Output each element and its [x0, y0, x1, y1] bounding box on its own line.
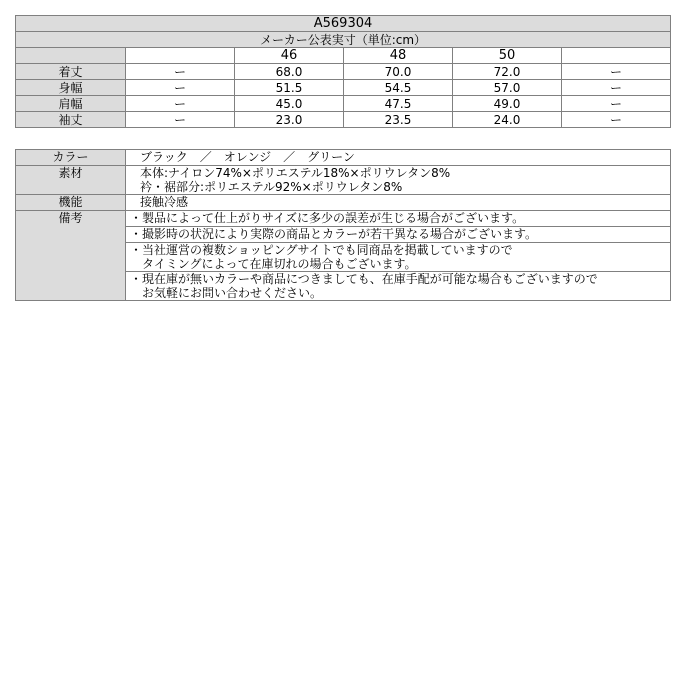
note-line: タイミングによって在庫切れの場合もございます。 — [130, 257, 417, 271]
product-code: A569304 — [16, 16, 671, 32]
spec-label: 素材 — [16, 166, 126, 195]
measure-value: ー — [562, 96, 671, 112]
size-header: 50 — [453, 48, 562, 64]
spec-label: カラー — [16, 150, 126, 166]
spec-table — [15, 149, 671, 301]
size-table — [15, 15, 671, 128]
measure-value: 70.0 — [344, 64, 453, 80]
measure-value: 47.5 — [344, 96, 453, 112]
measure-label: 着丈 — [16, 64, 126, 80]
size-header: 46 — [235, 48, 344, 64]
size-header-row — [16, 48, 671, 64]
material-line: 本体:ナイロン74%×ポリエステル18%×ポリウレタン8% — [140, 166, 451, 180]
measure-label: 身幅 — [16, 80, 126, 96]
measure-value: 49.0 — [453, 96, 562, 112]
measure-label: 袖丈 — [16, 112, 126, 128]
spec-label: 機能 — [16, 195, 126, 211]
measure-value: ー — [562, 64, 671, 80]
measure-value: 23.0 — [235, 112, 344, 128]
note-line: ・製品によって仕上がりサイズに多少の誤差が生じる場合がございます。 — [130, 211, 525, 225]
measure-value: ー — [126, 64, 235, 80]
note-item — [126, 272, 671, 301]
size-header: 48 — [344, 48, 453, 64]
measure-value: 68.0 — [235, 64, 344, 80]
spec-row-material — [16, 166, 671, 195]
color-value: ブラック ／ オレンジ ／ グリーン — [126, 150, 671, 166]
measure-label: 肩幅 — [16, 96, 126, 112]
measure-value: ー — [126, 96, 235, 112]
note-line: ・撮影時の状況により実際の商品とカラーが若干異なる場合がございます。 — [130, 227, 538, 241]
size-table-subtitle: メーカー公表実寸（単位:cm） — [16, 32, 671, 48]
note-item — [126, 227, 671, 243]
size-header — [562, 48, 671, 64]
table-row — [16, 112, 671, 128]
measure-value: ー — [126, 112, 235, 128]
material-line: 衿・裾部分:ポリエステル92%×ポリウレタン8% — [140, 180, 403, 194]
table-row — [16, 80, 671, 96]
measure-value: 51.5 — [235, 80, 344, 96]
table-row — [16, 64, 671, 80]
measure-value: ー — [562, 112, 671, 128]
note-item — [126, 211, 671, 227]
measure-value: ー — [562, 80, 671, 96]
measure-value: 24.0 — [453, 112, 562, 128]
note-line: ・現在庫が無いカラーや商品につきましても、在庫手配が可能な場合もございますので — [130, 272, 598, 286]
spec-row-color — [16, 150, 671, 166]
measure-value: 23.5 — [344, 112, 453, 128]
table-row — [16, 96, 671, 112]
measure-value: 45.0 — [235, 96, 344, 112]
measure-value: ー — [126, 80, 235, 96]
function-value: 接触冷感 — [126, 195, 671, 211]
spec-label: 備考 — [16, 211, 126, 301]
size-header-corner — [16, 48, 126, 64]
note-line: お気軽にお問い合わせください。 — [130, 286, 323, 300]
measure-value: 57.0 — [453, 80, 562, 96]
spec-row-function — [16, 195, 671, 211]
measure-value: 54.5 — [344, 80, 453, 96]
note-item — [126, 243, 671, 272]
spec-row-notes — [16, 211, 671, 227]
measure-value: 72.0 — [453, 64, 562, 80]
note-line: ・当社運営の複数ショッピングサイトでも同商品を掲載していますので — [130, 243, 513, 257]
material-value — [126, 166, 671, 195]
size-header — [126, 48, 235, 64]
